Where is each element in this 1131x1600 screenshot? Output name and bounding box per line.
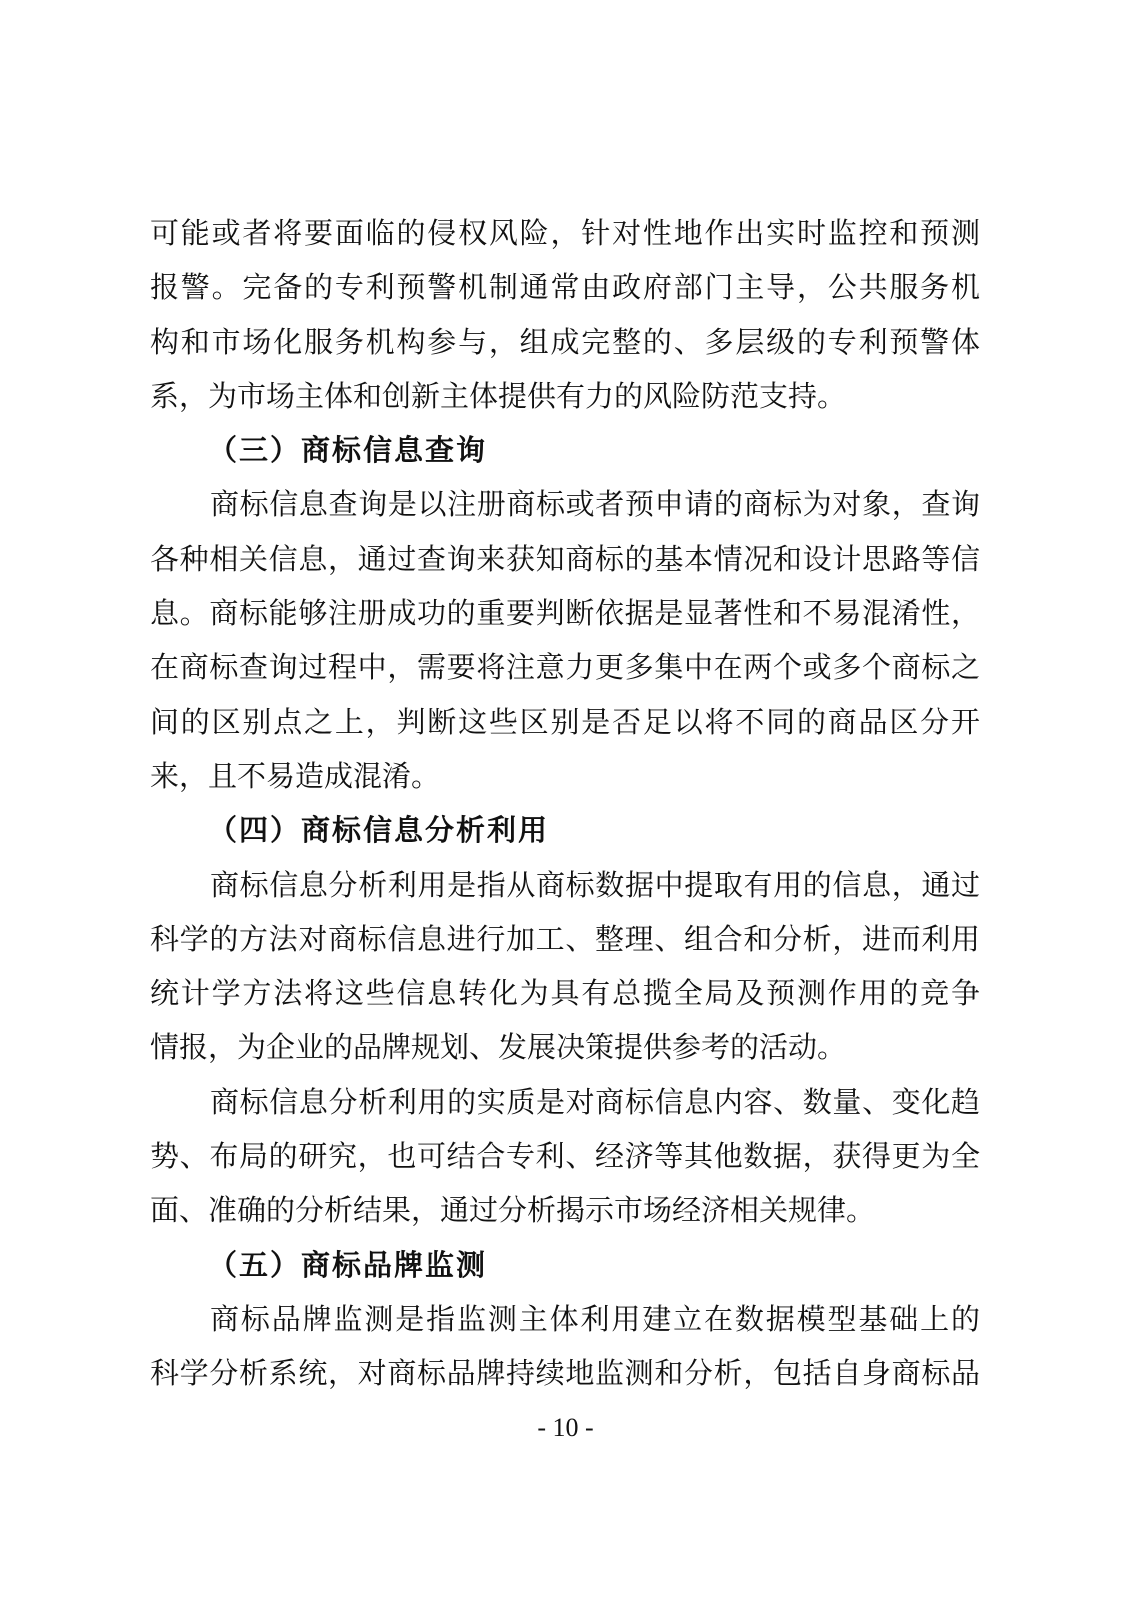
paragraph-line: 科学的方法对商标信息进行加工、整理、组合和分析，进而利用	[150, 921, 980, 956]
paragraph-line: 商标信息分析利用是指从商标数据中提取有用的信息，通过	[210, 867, 980, 902]
paragraph-line: 构和市场化服务机构参与，组成完整的、多层级的专利预警体	[150, 324, 980, 359]
section-heading-5: （五）商标品牌监测	[208, 1247, 488, 1282]
paragraph-line: 统计学方法将这些信息转化为具有总揽全局及预测作用的竞争	[150, 976, 980, 1011]
paragraph-line: 各种相关信息，通过查询来获知商标的基本情况和设计思路等信	[150, 541, 980, 576]
paragraph-line: 可能或者将要面临的侵权风险，针对性地作出实时监控和预测	[150, 216, 980, 250]
paragraph-line: 商标信息查询是以注册商标或者预申请的商标为对象，查询	[210, 487, 980, 522]
document-body	[150, 206, 980, 1401]
paragraph-line: 面、准确的分析结果，通过分析揭示市场经济相关规律。	[150, 1193, 876, 1228]
page-number: - 10 -	[537, 1413, 594, 1442]
paragraph-line: 息。商标能够注册成功的重要判断依据是显著性和不易混淆性，	[150, 596, 980, 631]
paragraph-line: 间的区别点之上，判断这些区别是否足以将不同的商品区分开	[150, 704, 980, 739]
paragraph-line: 商标品牌监测是指监测主体利用建立在数据模型基础上的	[210, 1301, 980, 1336]
paragraph-line: 来，且不易造成混淆。	[150, 758, 441, 793]
paragraph-line: 势、布局的研究，也可结合专利、经济等其他数据，获得更为全	[150, 1139, 980, 1174]
paragraph-line: 在商标查询过程中，需要将注意力更多集中在两个或多个商标之	[150, 650, 980, 685]
section-heading-3: （三）商标信息查询	[208, 433, 488, 468]
paragraph-line: 报警。完备的专利预警机制通常由政府部门主导，公共服务机	[150, 270, 980, 305]
paragraph-line: 科学分析系统，对商标品牌持续地监测和分析，包括自身商标品	[150, 1356, 980, 1391]
paragraph-line: 商标信息分析利用的实质是对商标信息内容、数量、变化趋	[210, 1084, 980, 1119]
section-heading-4: （四）商标信息分析利用	[208, 813, 550, 848]
paragraph-line: 系，为市场主体和创新主体提供有力的风险防范支持。	[150, 378, 847, 413]
paragraph-line: 情报，为企业的品牌规划、发展决策提供参考的活动。	[150, 1030, 847, 1065]
